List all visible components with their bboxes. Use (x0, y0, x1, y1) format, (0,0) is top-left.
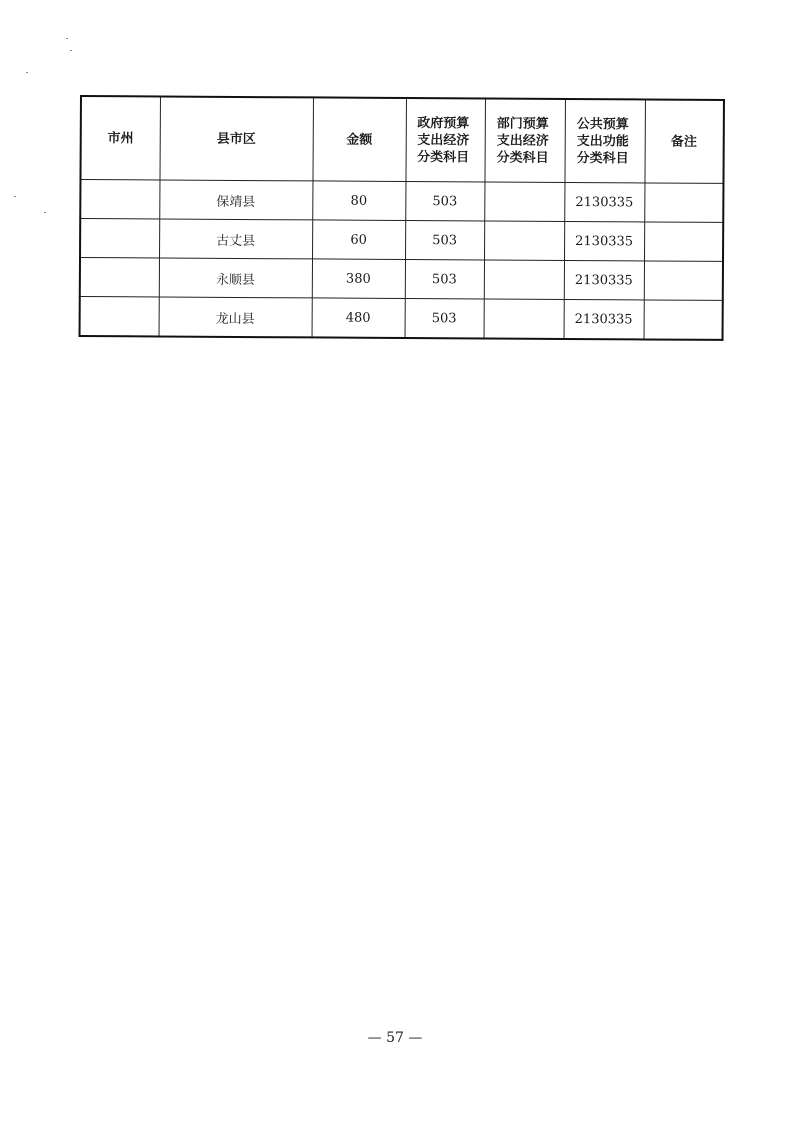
cell-gov-econ-code: 503 (405, 181, 484, 220)
scan-speck (44, 212, 46, 213)
cell-func-code: 2130335 (564, 182, 644, 221)
cell-func-code: 2130335 (564, 221, 644, 260)
cell-amount: 480 (312, 298, 405, 338)
table-row (80, 180, 723, 223)
budget-allocation-table (79, 95, 725, 341)
scan-speck (14, 196, 16, 197)
header-city: 市州 (80, 96, 160, 180)
cell-note (644, 300, 723, 340)
page-number: — 57 — (367, 1030, 423, 1046)
cell-amount: 60 (312, 220, 405, 260)
cell-city (80, 297, 159, 337)
cell-gov-econ-code: 503 (405, 220, 484, 259)
table-row (80, 258, 723, 301)
cell-county: 古丈县 (159, 219, 312, 259)
header-gov-econ-code: 政府预算支出经济分类科目 (405, 98, 485, 182)
header-func-code: 公共预算支出功能分类科目 (564, 99, 645, 183)
header-dept-econ-code: 部门预算支出经济分类科目 (484, 98, 565, 182)
table-row (80, 297, 723, 340)
cell-amount: 380 (312, 259, 405, 299)
cell-city (80, 180, 159, 219)
cell-dept-econ-code (484, 221, 564, 260)
scan-speck (66, 38, 68, 39)
header-note: 备注 (644, 99, 724, 183)
scan-speck (70, 50, 72, 51)
cell-city (80, 219, 159, 258)
header-county: 县市区 (159, 96, 313, 180)
table-header-row (80, 96, 723, 183)
cell-func-code: 2130335 (564, 299, 644, 339)
cell-func-code: 2130335 (564, 260, 644, 299)
cell-dept-econ-code (484, 299, 564, 339)
table-row (80, 219, 723, 262)
cell-note (644, 222, 723, 261)
cell-dept-econ-code (484, 182, 564, 221)
header-amount: 金额 (312, 97, 406, 181)
cell-note (644, 261, 723, 300)
scan-speck (26, 72, 28, 73)
cell-dept-econ-code (484, 260, 564, 299)
cell-amount: 80 (312, 181, 405, 221)
cell-county: 永顺县 (159, 258, 312, 298)
cell-gov-econ-code: 503 (405, 298, 484, 338)
cell-note (644, 183, 723, 222)
cell-county: 龙山县 (159, 297, 312, 337)
cell-county: 保靖县 (159, 180, 312, 220)
cell-city (80, 258, 159, 297)
cell-gov-econ-code: 503 (405, 259, 484, 298)
